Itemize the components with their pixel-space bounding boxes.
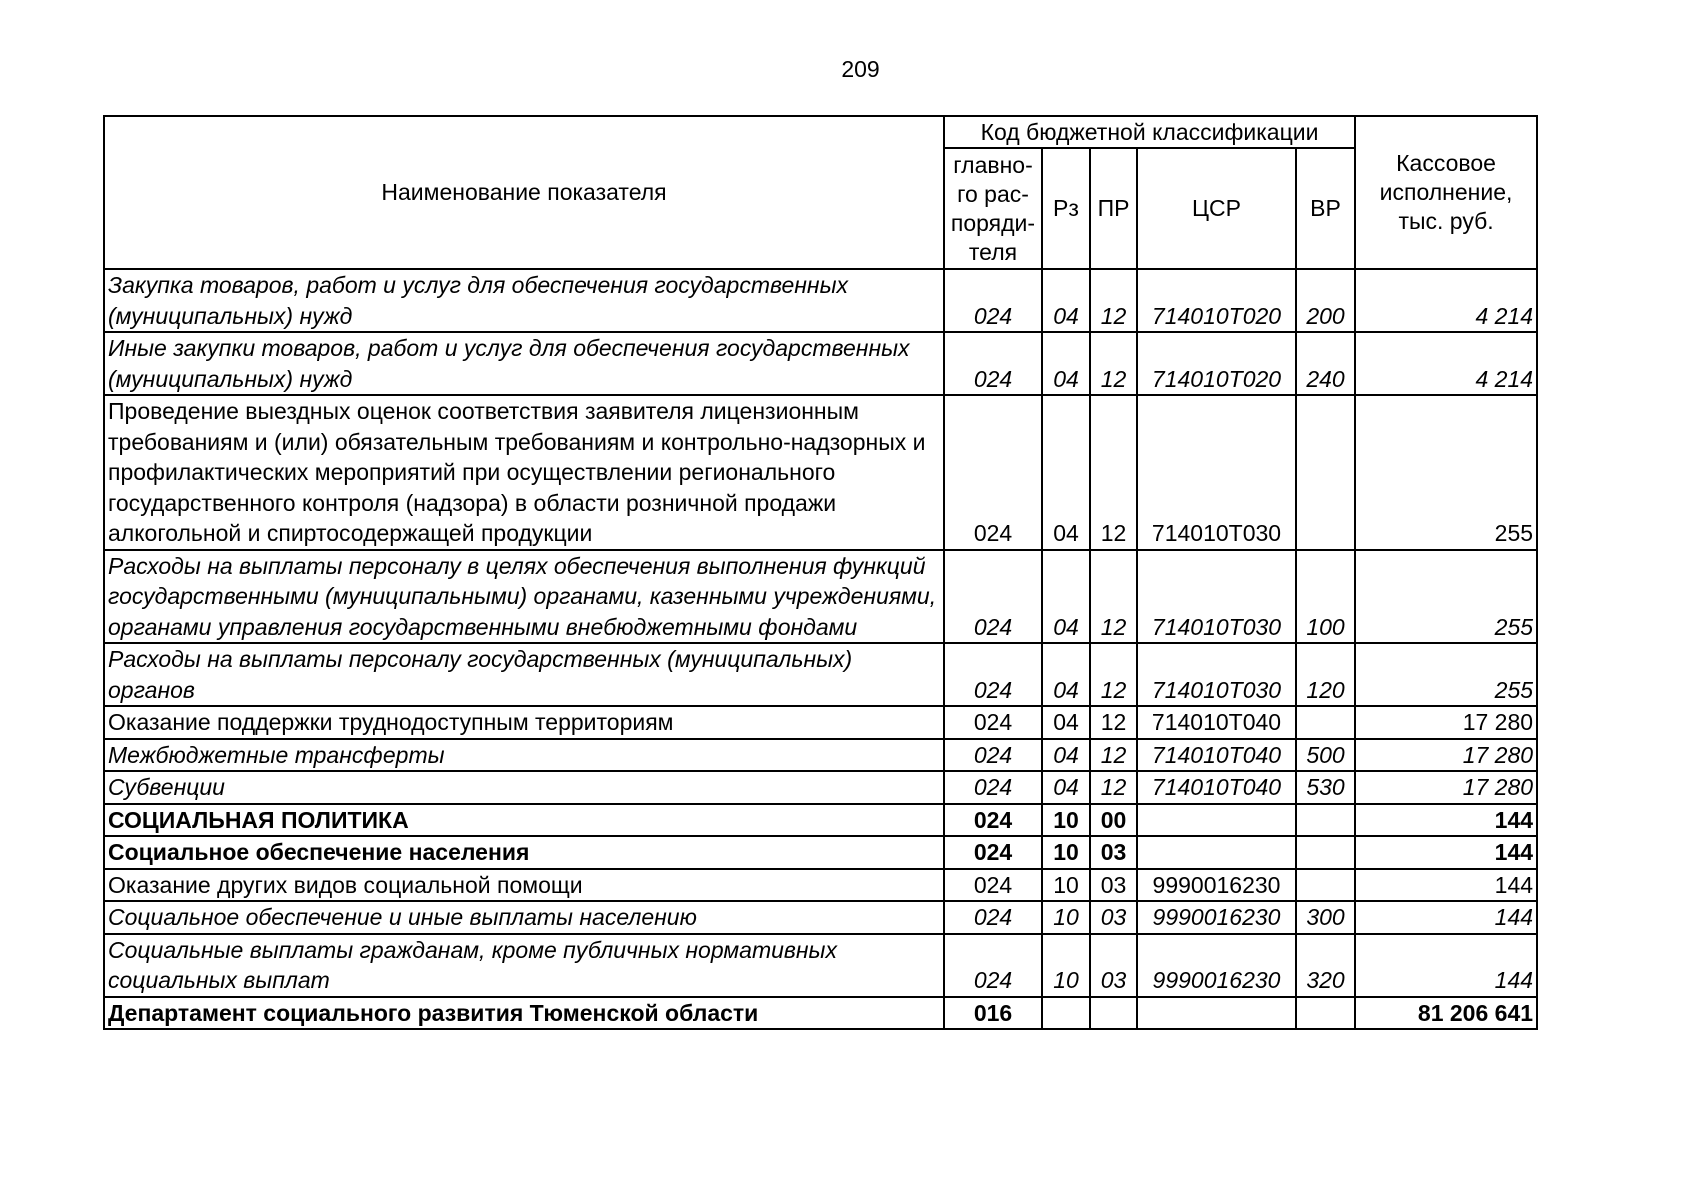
code-grbs: 024 [944, 934, 1042, 997]
table-row [104, 869, 1537, 902]
code-grbs: 024 [944, 739, 1042, 772]
header-grbs: главно-го рас-поряди-теля [944, 148, 1042, 269]
code-csr: 714010Т030 [1137, 550, 1296, 644]
code-pr: 12 [1090, 550, 1137, 644]
header-rz: Рз [1042, 148, 1090, 269]
indicator-name: Оказание других видов социальной помощи [104, 869, 944, 902]
code-csr [1137, 997, 1296, 1030]
code-csr: 9990016230 [1137, 901, 1296, 934]
indicator-name: Социальное обеспечение населения [104, 836, 944, 869]
code-rz: 04 [1042, 550, 1090, 644]
code-grbs: 024 [944, 643, 1042, 706]
cash-execution-amount: 81 206 641 [1355, 997, 1537, 1030]
cash-execution-amount: 144 [1355, 901, 1537, 934]
code-pr: 03 [1090, 869, 1137, 902]
header-amount: Кассовое исполнение, тыс. руб. [1355, 116, 1537, 269]
code-vr [1296, 869, 1355, 902]
code-grbs: 024 [944, 901, 1042, 934]
code-vr: 120 [1296, 643, 1355, 706]
code-rz: 04 [1042, 771, 1090, 804]
code-vr: 530 [1296, 771, 1355, 804]
header-name: Наименование показателя [104, 116, 944, 269]
indicator-name: Расходы на выплаты персоналу в целях обеспечения выполнения функций государственными (муниципальными) органами, казенными учреждениями, органами управления государственными внебюджетными фондами [104, 550, 944, 644]
code-vr: 320 [1296, 934, 1355, 997]
table-row [104, 332, 1537, 395]
code-pr [1090, 997, 1137, 1030]
table-row [104, 706, 1537, 739]
header-row-group [104, 116, 1537, 148]
code-vr [1296, 395, 1355, 550]
code-pr: 03 [1090, 836, 1137, 869]
code-csr: 714010Т040 [1137, 706, 1296, 739]
code-pr: 12 [1090, 395, 1137, 550]
code-vr [1296, 706, 1355, 739]
code-pr: 00 [1090, 804, 1137, 837]
code-rz: 04 [1042, 332, 1090, 395]
code-csr [1137, 804, 1296, 837]
code-grbs: 024 [944, 804, 1042, 837]
code-csr: 714010Т020 [1137, 269, 1296, 332]
indicator-name: СОЦИАЛЬНАЯ ПОЛИТИКА [104, 804, 944, 837]
table-row [104, 395, 1537, 550]
code-csr: 714010Т030 [1137, 643, 1296, 706]
code-csr: 714010Т040 [1137, 739, 1296, 772]
cash-execution-amount: 144 [1355, 869, 1537, 902]
code-pr: 03 [1090, 934, 1137, 997]
cash-execution-amount: 17 280 [1355, 739, 1537, 772]
table-row [104, 739, 1537, 772]
code-vr: 240 [1296, 332, 1355, 395]
code-grbs: 024 [944, 706, 1042, 739]
cash-execution-amount: 255 [1355, 643, 1537, 706]
cash-execution-amount: 17 280 [1355, 706, 1537, 739]
indicator-name: Иные закупки товаров, работ и услуг для обеспечения государственных (муниципальных) нужд [104, 332, 944, 395]
table-row [104, 643, 1537, 706]
code-vr: 500 [1296, 739, 1355, 772]
code-grbs: 024 [944, 332, 1042, 395]
table-row [104, 997, 1537, 1030]
header-vr: ВР [1296, 148, 1355, 269]
code-rz: 10 [1042, 934, 1090, 997]
table-body [104, 269, 1537, 1029]
page-number: 209 [841, 56, 880, 82]
cash-execution-amount: 144 [1355, 934, 1537, 997]
indicator-name: Социальное обеспечение и иные выплаты населению [104, 901, 944, 934]
code-vr: 200 [1296, 269, 1355, 332]
table-row [104, 836, 1537, 869]
code-csr: 9990016230 [1137, 869, 1296, 902]
code-csr: 714010Т030 [1137, 395, 1296, 550]
header-budget-classification: Код бюджетной классификации [944, 116, 1355, 148]
indicator-name: Оказание поддержки труднодоступным территориям [104, 706, 944, 739]
code-vr [1296, 804, 1355, 837]
code-csr: 9990016230 [1137, 934, 1296, 997]
code-rz: 10 [1042, 901, 1090, 934]
indicator-name: Межбюджетные трансферты [104, 739, 944, 772]
indicator-name: Проведение выездных оценок соответствия заявителя лицензионным требованиям и (или) обязательным требованиям и контрольно-надзорных и профилактических мероприятий при осуществлении регионального государственного контроля (надзора) в области розничной продажи алкогольной и спиртосодержащей продукции [104, 395, 944, 550]
table-row [104, 934, 1537, 997]
code-rz: 10 [1042, 869, 1090, 902]
code-pr: 12 [1090, 739, 1137, 772]
code-grbs: 024 [944, 395, 1042, 550]
code-rz: 04 [1042, 269, 1090, 332]
table-row [104, 804, 1537, 837]
code-rz: 04 [1042, 395, 1090, 550]
indicator-name: Закупка товаров, работ и услуг для обеспечения государственных (муниципальных) нужд [104, 269, 944, 332]
indicator-name: Социальные выплаты гражданам, кроме публичных нормативных социальных выплат [104, 934, 944, 997]
budget-execution-table [103, 115, 1538, 1030]
header-csr: ЦСР [1137, 148, 1296, 269]
code-csr: 714010Т020 [1137, 332, 1296, 395]
cash-execution-amount: 255 [1355, 550, 1537, 644]
code-grbs: 016 [944, 997, 1042, 1030]
code-grbs: 024 [944, 836, 1042, 869]
code-grbs: 024 [944, 771, 1042, 804]
header-pr: ПР [1090, 148, 1137, 269]
code-rz: 04 [1042, 706, 1090, 739]
table-row [104, 550, 1537, 644]
table-row [104, 771, 1537, 804]
code-rz: 04 [1042, 643, 1090, 706]
code-vr [1296, 836, 1355, 869]
code-pr: 12 [1090, 706, 1137, 739]
indicator-name: Департамент социального развития Тюменской области [104, 997, 944, 1030]
code-pr: 03 [1090, 901, 1137, 934]
indicator-name: Расходы на выплаты персоналу государственных (муниципальных) органов [104, 643, 944, 706]
code-grbs: 024 [944, 869, 1042, 902]
code-csr: 714010Т040 [1137, 771, 1296, 804]
code-pr: 12 [1090, 771, 1137, 804]
cash-execution-amount: 144 [1355, 804, 1537, 837]
code-grbs: 024 [944, 269, 1042, 332]
indicator-name: Субвенции [104, 771, 944, 804]
code-vr: 100 [1296, 550, 1355, 644]
code-vr: 300 [1296, 901, 1355, 934]
cash-execution-amount: 4 214 [1355, 269, 1537, 332]
code-grbs: 024 [944, 550, 1042, 644]
table-row [104, 901, 1537, 934]
table-row [104, 269, 1537, 332]
code-vr [1296, 997, 1355, 1030]
cash-execution-amount: 144 [1355, 836, 1537, 869]
code-pr: 12 [1090, 269, 1137, 332]
cash-execution-amount: 255 [1355, 395, 1537, 550]
code-csr [1137, 836, 1296, 869]
code-pr: 12 [1090, 332, 1137, 395]
code-rz: 10 [1042, 804, 1090, 837]
code-rz [1042, 997, 1090, 1030]
cash-execution-amount: 17 280 [1355, 771, 1537, 804]
cash-execution-amount: 4 214 [1355, 332, 1537, 395]
code-rz: 04 [1042, 739, 1090, 772]
code-rz: 10 [1042, 836, 1090, 869]
code-pr: 12 [1090, 643, 1137, 706]
